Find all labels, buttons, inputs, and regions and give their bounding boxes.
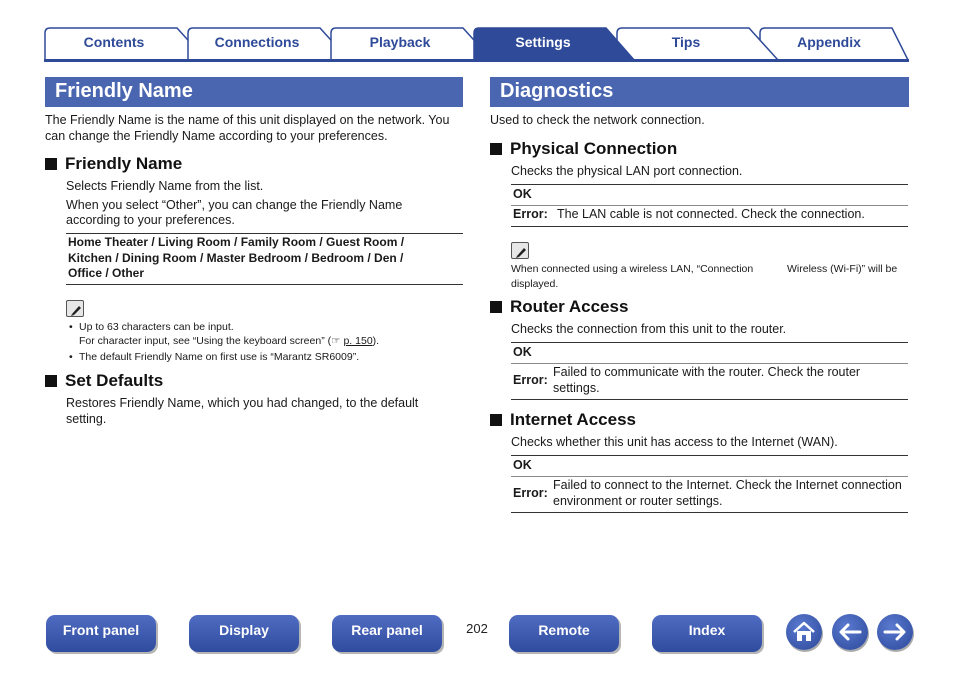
- divider: [511, 363, 908, 364]
- note-text: For character input, see “Using the keyboard screen” (: [79, 335, 332, 347]
- heading-set-defaults: [45, 371, 163, 391]
- tab-tips-label: Tips: [671, 34, 701, 50]
- desc-line: Selects Friendly Name from the list.: [66, 179, 264, 193]
- error-label: Error:: [513, 207, 548, 221]
- tab-contents-label: Contents: [83, 34, 145, 50]
- desc-line: according to your preferences.: [66, 213, 235, 227]
- tab-playback[interactable]: [330, 27, 495, 60]
- intro-line: can change the Friendly Name according to your preferences.: [45, 128, 388, 143]
- error-line: environment or router settings.: [553, 493, 723, 508]
- tab-connections[interactable]: [187, 27, 352, 60]
- divider: [511, 455, 908, 456]
- error-line: settings.: [553, 380, 600, 395]
- intro-paragraph: [45, 113, 465, 144]
- note-bullet: [79, 320, 459, 335]
- pencil-glyph: [68, 302, 84, 317]
- tab-settings[interactable]: [473, 27, 638, 60]
- friendly-name-options: [68, 235, 463, 282]
- heading-friendly-name: [45, 154, 182, 174]
- divider: [511, 399, 908, 400]
- friendly-name-description: [66, 179, 466, 229]
- status-ok: OK: [513, 345, 532, 359]
- options-line: Kitchen / Dining Room / Master Bedroom / Bedroom / Den /: [68, 250, 404, 265]
- square-bullet-icon: [45, 375, 57, 387]
- divider: [66, 233, 463, 234]
- status-ok: OK: [513, 458, 532, 472]
- diagnostics-intro: Used to check the network connection.: [490, 113, 705, 127]
- divider: [511, 342, 908, 343]
- heading-text: Internet Access: [510, 410, 636, 429]
- divider: [511, 226, 908, 227]
- divider: [66, 284, 463, 285]
- wifi-note: [511, 262, 909, 291]
- home-icon: [786, 614, 822, 650]
- home-button[interactable]: [786, 614, 822, 650]
- square-bullet-icon: [490, 414, 502, 426]
- note-text: • Up to 63 characters can be input.: [79, 321, 234, 333]
- tab-tips[interactable]: [616, 27, 781, 60]
- section-title-friendly-name: Friendly Name: [45, 77, 463, 107]
- divider: [511, 476, 908, 477]
- pencil-note-icon: [511, 242, 529, 259]
- page-ref-icon: ☞: [331, 335, 341, 347]
- divider: [511, 512, 908, 513]
- square-bullet-icon: [490, 301, 502, 313]
- set-defaults-description: [66, 396, 466, 427]
- index-button[interactable]: Index: [652, 615, 762, 652]
- desc-line: setting.: [66, 411, 107, 426]
- top-tab-bar: [44, 27, 909, 62]
- tab-appendix[interactable]: [759, 27, 924, 60]
- heading-text: Friendly Name: [65, 154, 183, 173]
- note-bullet: [79, 350, 459, 365]
- square-bullet-icon: [45, 158, 57, 170]
- error-line: Failed to communicate with the router. Check the router: [553, 365, 861, 379]
- tab-settings-label: Settings: [515, 34, 571, 50]
- tab-connections-label: Connections: [214, 34, 300, 50]
- internet-description: Checks whether this unit has access to the Internet (WAN).: [511, 435, 838, 449]
- physical-description: Checks the physical LAN port connection.: [511, 164, 743, 178]
- heading-text: Router Access: [510, 297, 629, 316]
- options-line: Office / Other: [68, 266, 145, 280]
- error-label: Error:: [513, 486, 548, 500]
- note-text: ).: [372, 335, 380, 347]
- error-line: Failed to connect to the Internet. Check the Internet connection: [553, 478, 902, 492]
- divider: [511, 184, 908, 185]
- heading-text: Physical Connection: [510, 139, 678, 158]
- arrow-left-icon: [832, 614, 868, 650]
- square-bullet-icon: [490, 143, 502, 155]
- arrow-right-icon: [877, 614, 913, 650]
- page-link[interactable]: p. 150: [343, 335, 373, 347]
- front-panel-button[interactable]: Front panel: [46, 615, 156, 652]
- remote-button[interactable]: Remote: [509, 615, 619, 652]
- note-text: Wireless (Wi-Fi)” will be: [787, 263, 898, 275]
- note-text: displayed.: [511, 277, 559, 290]
- error-label: Error:: [513, 373, 548, 387]
- pencil-glyph: [513, 244, 529, 259]
- heading-physical-connection: [490, 139, 677, 159]
- note-continuation: [79, 334, 459, 349]
- intro-line: The Friendly Name is the name of this unit displayed on the network. You: [45, 113, 450, 127]
- error-text: The LAN cable is not connected. Check the connection.: [557, 207, 865, 221]
- status-ok: OK: [513, 187, 532, 201]
- previous-page-button[interactable]: [832, 614, 868, 650]
- tab-contents[interactable]: [44, 27, 209, 60]
- tab-playback-label: Playback: [369, 34, 431, 50]
- desc-line: When you select “Other”, you can change the Friendly Name: [66, 197, 403, 212]
- heading-internet-access: [490, 410, 636, 430]
- note-text: When connected using a wireless LAN, “Connection: [511, 263, 754, 275]
- heading-router-access: [490, 297, 628, 317]
- heading-text: Set Defaults: [65, 371, 164, 390]
- note-text: • The default Friendly Name on first use is “Marantz SR6009”.: [79, 351, 360, 363]
- error-text: [553, 365, 907, 396]
- page-number: 202: [466, 621, 488, 636]
- tab-appendix-label: Appendix: [797, 34, 861, 50]
- next-page-button[interactable]: [877, 614, 913, 650]
- display-button[interactable]: Display: [189, 615, 299, 652]
- router-description: Checks the connection from this unit to the router.: [511, 322, 787, 336]
- divider: [511, 205, 908, 206]
- desc-line: Restores Friendly Name, which you had changed, to the default: [66, 396, 419, 410]
- tab-underline: [44, 59, 909, 62]
- section-title-diagnostics: Diagnostics: [490, 77, 909, 107]
- error-text: [553, 478, 909, 509]
- pencil-note-icon: [66, 300, 84, 317]
- options-line: Home Theater / Living Room / Family Room / Guest Room /: [68, 235, 405, 249]
- rear-panel-button[interactable]: Rear panel: [332, 615, 442, 652]
